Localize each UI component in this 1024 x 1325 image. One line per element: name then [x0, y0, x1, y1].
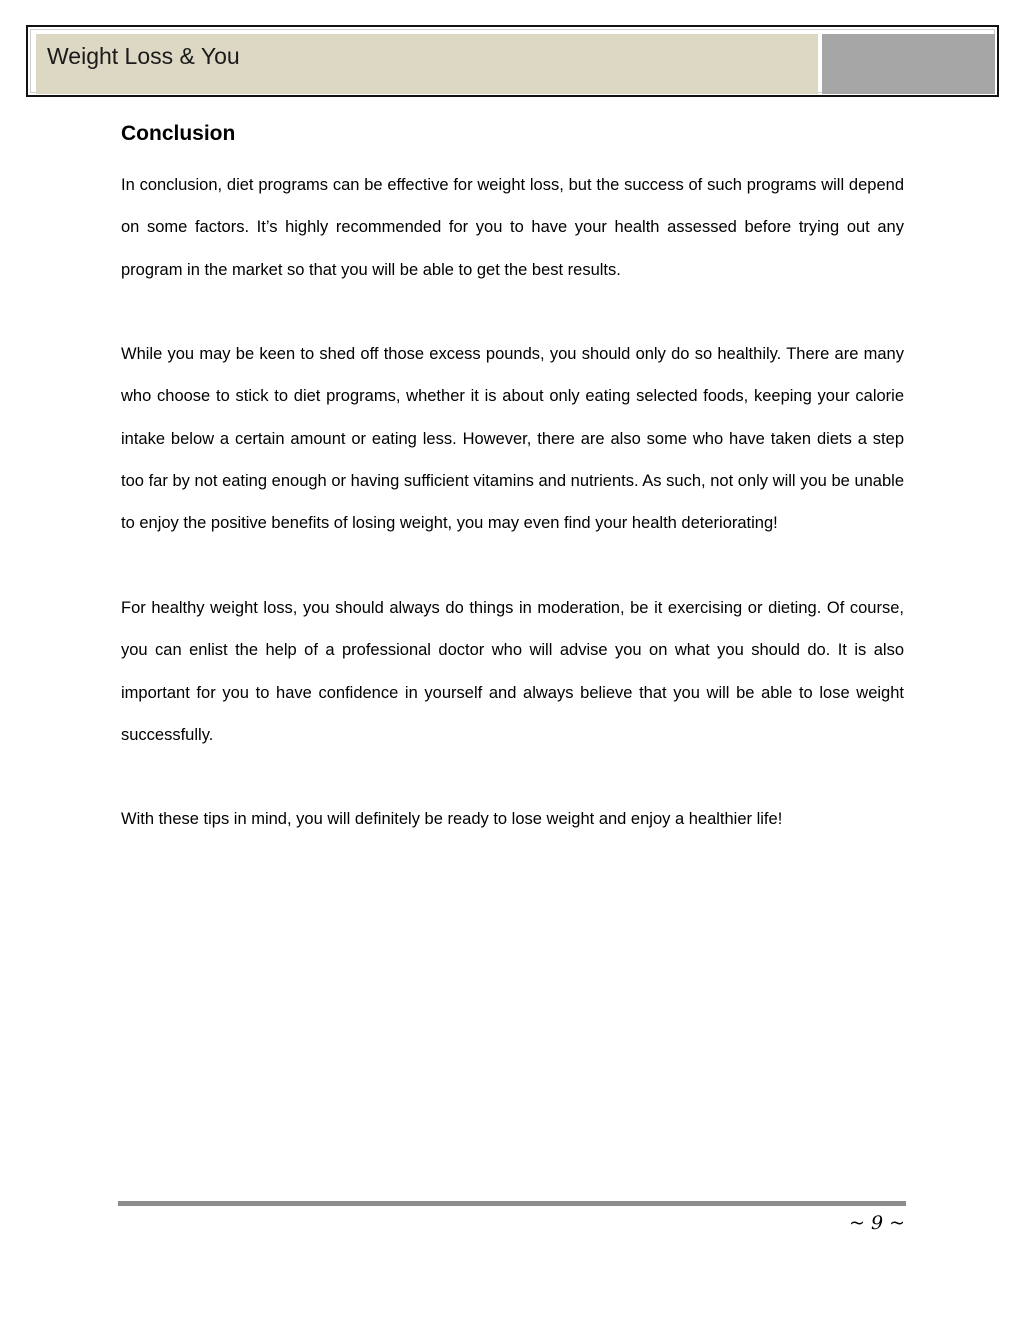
document-title: Weight Loss & You [47, 43, 240, 69]
header-inner-frame [30, 29, 995, 93]
page-header [26, 25, 999, 97]
footer-divider [118, 1201, 906, 1206]
paragraph: In conclusion, diet programs can be effective for weight loss, but the success of such programs will depend on some factors. It’s highly recommended for you to have your health assessed before trying out any program in the market so that you will be able to get the best results. [121, 176, 904, 279]
header-title-panel [36, 34, 818, 94]
paragraph: For healthy weight loss, you should always do things in moderation, be it exercising or dieting. Of course, you can enlist the help of a professional doctor who will advise you on what you should do. It is also important for you to have confidence in yourself and always believe that you will be able to lose weight successfully. [121, 598, 904, 744]
paragraph: With these tips in mind, you will definitely be ready to lose weight and enjoy a healthier life! [121, 810, 783, 829]
main-content [121, 118, 904, 841]
section-heading: Conclusion [121, 122, 236, 145]
page-number: ~ 9 ~ [848, 1212, 905, 1234]
header-accent-panel [822, 34, 995, 94]
paragraph: While you may be keen to shed off those excess pounds, you should only do so healthily. There are many who choose to stick to diet programs, whether it is about only eating selected foods, keeping your calorie intake below a certain amount or eating less. However, there are also some who have taken diets a step too far by not eating enough or having sufficient vitamins and nutrients. As such, not only will you be unable to enjoy the positive benefits of losing weight, you may even find your health deteriorating! [121, 345, 904, 533]
